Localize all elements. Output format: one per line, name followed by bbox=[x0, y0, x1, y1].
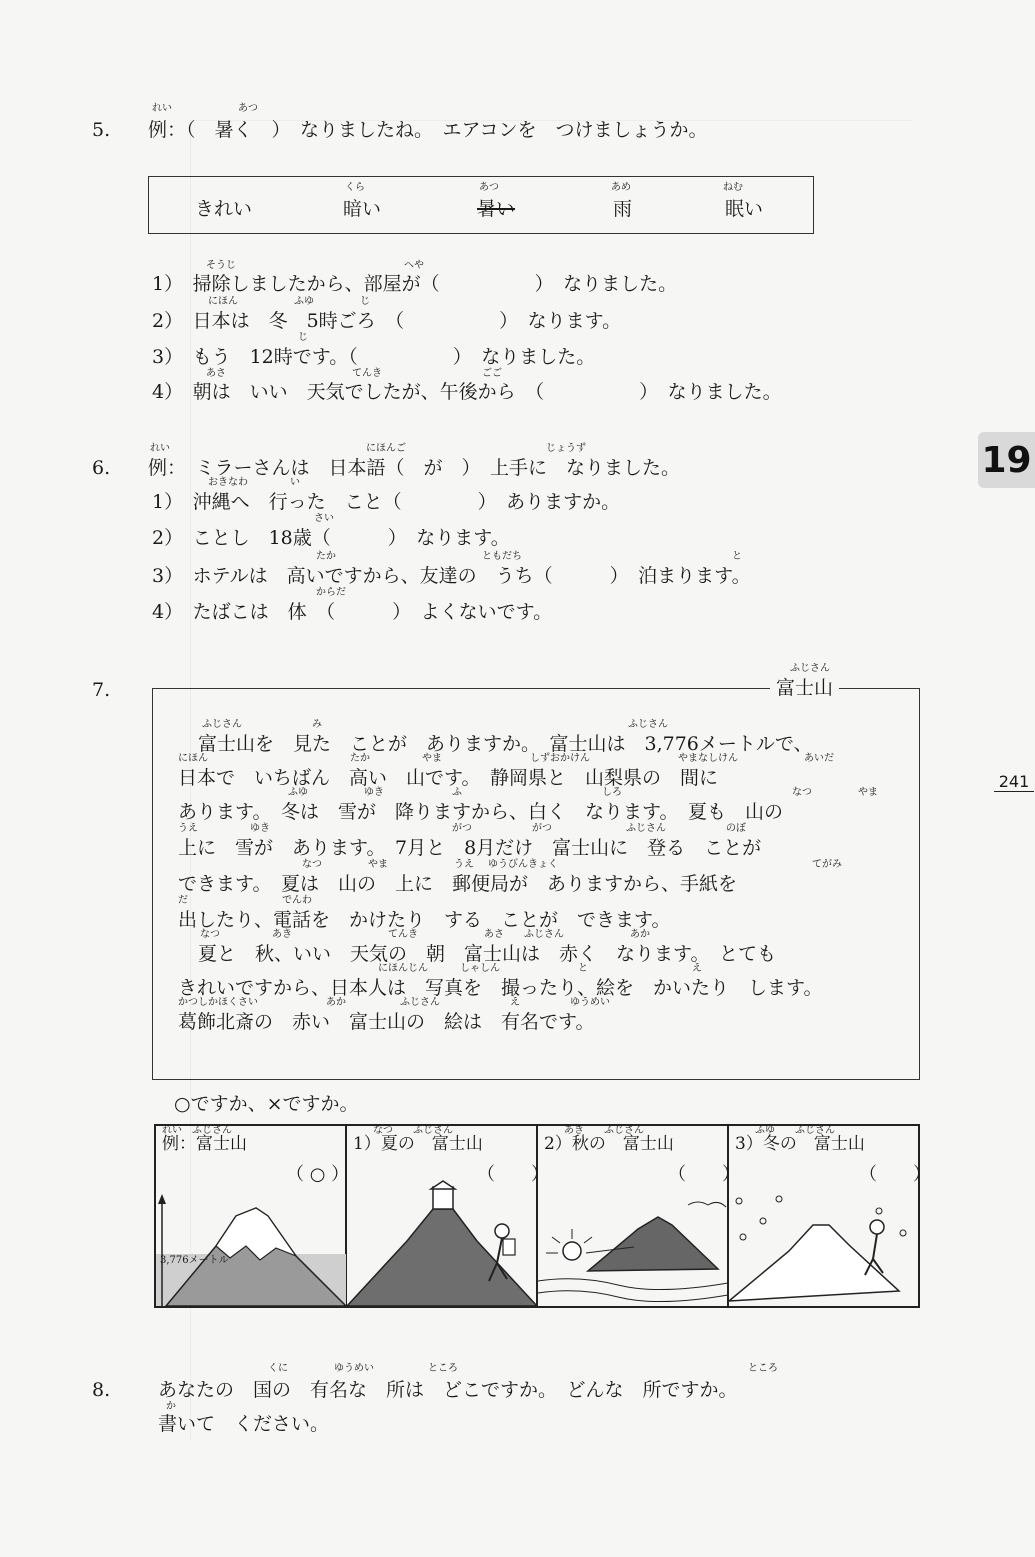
fuji-autumn-illustration bbox=[538, 1181, 728, 1306]
furigana: い bbox=[290, 477, 300, 488]
panel-label: 1）夏の 富士山 bbox=[353, 1134, 483, 1154]
furigana: ふじさん bbox=[628, 719, 668, 730]
furigana: ねむ bbox=[723, 182, 743, 193]
furigana: にほんじん bbox=[378, 963, 428, 974]
q7-number: 7. bbox=[92, 679, 111, 701]
panel-autumn bbox=[538, 1125, 740, 1306]
furigana: でんわ bbox=[282, 895, 312, 906]
furigana: ところ bbox=[748, 1363, 778, 1374]
q6-item-4: 4） たばこは 体 （ ） よくないです。 bbox=[152, 601, 553, 623]
furigana: にほん bbox=[208, 296, 238, 307]
furigana: のぼ bbox=[726, 823, 746, 834]
furigana: み bbox=[312, 719, 322, 730]
q6-number: 6. bbox=[92, 457, 111, 479]
furigana: あか bbox=[630, 929, 650, 940]
furigana: え bbox=[692, 963, 702, 974]
furigana: ふゆ ふじさん bbox=[755, 1125, 835, 1136]
furigana: なつ ふじさん bbox=[373, 1125, 453, 1136]
q8-line-2: 書いて ください。 bbox=[158, 1413, 330, 1435]
furigana: ともだち bbox=[482, 551, 522, 562]
furigana: やま bbox=[368, 859, 388, 870]
furigana: あき bbox=[272, 929, 292, 940]
q6-item-3: 3） ホテルは 高いですから、友達の うち（ ） 泊まります。 bbox=[152, 565, 751, 587]
panel-answer: （ ） bbox=[668, 1164, 740, 1185]
furigana: さい bbox=[314, 513, 334, 524]
q5-item-4: 4） 朝は いい 天気でしたが、午後から （ ） なりました。 bbox=[152, 381, 782, 403]
furigana: たか bbox=[316, 551, 336, 562]
panel-summer bbox=[347, 1125, 549, 1306]
passage-line: 出したり、電話を かけたり する ことが できます。 bbox=[178, 909, 671, 931]
panel-example bbox=[156, 1125, 350, 1306]
option-word: 暗い bbox=[343, 198, 382, 220]
furigana: がつ bbox=[452, 823, 472, 834]
passage-line: 夏と 秋、いい 天気の 朝 富士山は 赤く なります。 とても bbox=[198, 943, 776, 965]
panel-label: 3）冬の 富士山 bbox=[735, 1134, 865, 1154]
panel-answer: （ ○ ） bbox=[286, 1164, 350, 1185]
furigana: やま bbox=[422, 753, 442, 764]
furigana: ごご bbox=[482, 368, 502, 379]
option-word-used: 暑い bbox=[477, 198, 516, 220]
q6-item-2: 2） ことし 18歳（ ） なります。 bbox=[152, 527, 510, 549]
passage-line: 富士山を 見た ことが ありますか。 富士山は 3,776メートルで、 bbox=[198, 733, 813, 755]
furigana: くに bbox=[268, 1363, 288, 1374]
furigana: ゆうめい bbox=[334, 1363, 374, 1374]
q5-item-3: 3） もう 12時です。（ ） なりました。 bbox=[152, 346, 596, 368]
furigana: てんき bbox=[352, 368, 382, 379]
fuji-summer-illustration bbox=[347, 1181, 537, 1306]
furigana: じょうず bbox=[546, 443, 586, 454]
option-word: 雨 bbox=[613, 198, 633, 220]
passage-line: あります。 冬は 雪が 降りますから、白く なります。 夏も 山の bbox=[178, 801, 783, 823]
furigana: じ bbox=[298, 332, 308, 343]
q8-number: 8. bbox=[92, 1379, 111, 1401]
furigana: じ bbox=[360, 296, 370, 307]
furigana: なつ bbox=[792, 787, 812, 798]
chapter-tab: 19 bbox=[978, 432, 1035, 488]
q8-line-1: あなたの 国の 有名な 所は どこですか。 どんな 所ですか。 bbox=[158, 1379, 738, 1401]
furigana: と bbox=[732, 551, 742, 562]
furigana: がつ bbox=[532, 823, 552, 834]
passage-title: 富士山 bbox=[770, 676, 839, 700]
furigana: れい bbox=[152, 103, 172, 114]
page-number: 241 bbox=[994, 772, 1034, 792]
furigana: やま bbox=[858, 787, 878, 798]
furigana: だ bbox=[178, 895, 188, 906]
furigana: ふゆ bbox=[288, 787, 308, 798]
q6-example: 例： ミラーさんは 日本語（ が ） 上手に なりました。 bbox=[148, 457, 681, 479]
furigana: ゆうびんきょく bbox=[488, 859, 558, 870]
q5-example: 例：（ 暑く ） なりましたね。 エアコンを つけましょうか。 bbox=[148, 119, 708, 141]
q5-number: 5. bbox=[92, 119, 111, 141]
passage-line: 葛飾北斎の 赤い 富士山の 絵は 有名です。 bbox=[178, 1011, 595, 1033]
furigana: あつ bbox=[238, 103, 258, 114]
furigana: れい bbox=[150, 443, 170, 454]
furigana: あか bbox=[326, 997, 346, 1008]
furigana: くら bbox=[345, 182, 365, 193]
furigana: てんき bbox=[388, 929, 418, 940]
furigana: ふじさん bbox=[790, 663, 830, 674]
furigana: か bbox=[166, 1401, 176, 1412]
passage-line: 日本で いちばん 高い 山です。 静岡県と 山梨県の 間に bbox=[178, 767, 718, 789]
furigana: うえ bbox=[178, 823, 198, 834]
furigana: ふじさん bbox=[626, 823, 666, 834]
furigana: ふじさん bbox=[400, 997, 440, 1008]
q7-prompt: ○ですか、×ですか。 bbox=[174, 1093, 359, 1115]
furigana: にほん bbox=[178, 753, 208, 764]
q5-item-1: 1） 掃除しましたから、部屋が（ ） なりました。 bbox=[152, 273, 678, 295]
option-word: きれい bbox=[195, 198, 253, 220]
furigana: へや bbox=[404, 260, 424, 271]
furigana: しゃしん bbox=[460, 963, 500, 974]
furigana: ふゆ bbox=[294, 296, 314, 307]
panel-label: 2）秋の 富士山 bbox=[544, 1134, 674, 1154]
furigana: あいだ bbox=[804, 753, 834, 764]
furigana: たか bbox=[350, 753, 370, 764]
furigana: うえ bbox=[454, 859, 474, 870]
furigana: からだ bbox=[316, 587, 346, 598]
fuji-example-illustration bbox=[156, 1186, 346, 1306]
panel-winter bbox=[729, 1125, 931, 1306]
furigana: あめ bbox=[611, 182, 631, 193]
furigana: やまなしけん bbox=[678, 753, 738, 764]
furigana: あさ bbox=[206, 368, 226, 379]
furigana: ふ bbox=[452, 787, 462, 798]
panel-label: 例：富士山 bbox=[162, 1134, 247, 1154]
passage-line: 上に 雪が あります。 7月と 8月だけ 富士山に 登る ことが bbox=[178, 837, 762, 859]
panel-answer: （ ） bbox=[859, 1164, 931, 1185]
furigana: ゆうめい bbox=[570, 997, 610, 1008]
passage-line: きれいですから、日本人は 写真を 撮ったり、絵を かいたり します。 bbox=[178, 977, 823, 999]
furigana: と bbox=[578, 963, 588, 974]
furigana: え bbox=[510, 997, 520, 1008]
furigana: ところ bbox=[428, 1363, 458, 1374]
picture-panels bbox=[154, 1124, 931, 1308]
furigana: なつ bbox=[200, 929, 220, 940]
option-word: 眠い bbox=[725, 198, 764, 220]
furigana: かつしかほくさい bbox=[178, 997, 258, 1008]
furigana: あつ bbox=[479, 182, 499, 193]
furigana: れい ふじさん bbox=[162, 1125, 232, 1136]
panel-answer: （ ） bbox=[477, 1164, 549, 1185]
furigana: にほんご bbox=[366, 443, 406, 454]
furigana: そうじ bbox=[206, 260, 236, 271]
passage-line: できます。 夏は 山の 上に 郵便局が ありますから、手紙を bbox=[178, 873, 737, 895]
furigana: しろ bbox=[602, 787, 622, 798]
q5-word-box bbox=[148, 176, 814, 234]
furigana: おきなわ bbox=[208, 477, 248, 488]
q5-item-2: 2） 日本は 冬 5時ごろ （ ） なります。 bbox=[152, 310, 622, 332]
fuji-winter-illustration bbox=[729, 1181, 919, 1306]
q6-item-1: 1） 沖縄へ 行った こと（ ） ありますか。 bbox=[152, 491, 621, 513]
furigana: あさ bbox=[484, 929, 504, 940]
height-label: 3,776メートル bbox=[160, 1255, 229, 1266]
furigana: しずおかけん bbox=[530, 753, 590, 764]
furigana: ふじさん bbox=[202, 719, 242, 730]
furigana: ゆき bbox=[250, 823, 270, 834]
furigana: ゆき bbox=[364, 787, 384, 798]
furigana: あき ふじさん bbox=[564, 1125, 644, 1136]
furigana: ふじさん bbox=[524, 929, 564, 940]
furigana: なつ bbox=[302, 859, 322, 870]
furigana: てがみ bbox=[812, 859, 842, 870]
